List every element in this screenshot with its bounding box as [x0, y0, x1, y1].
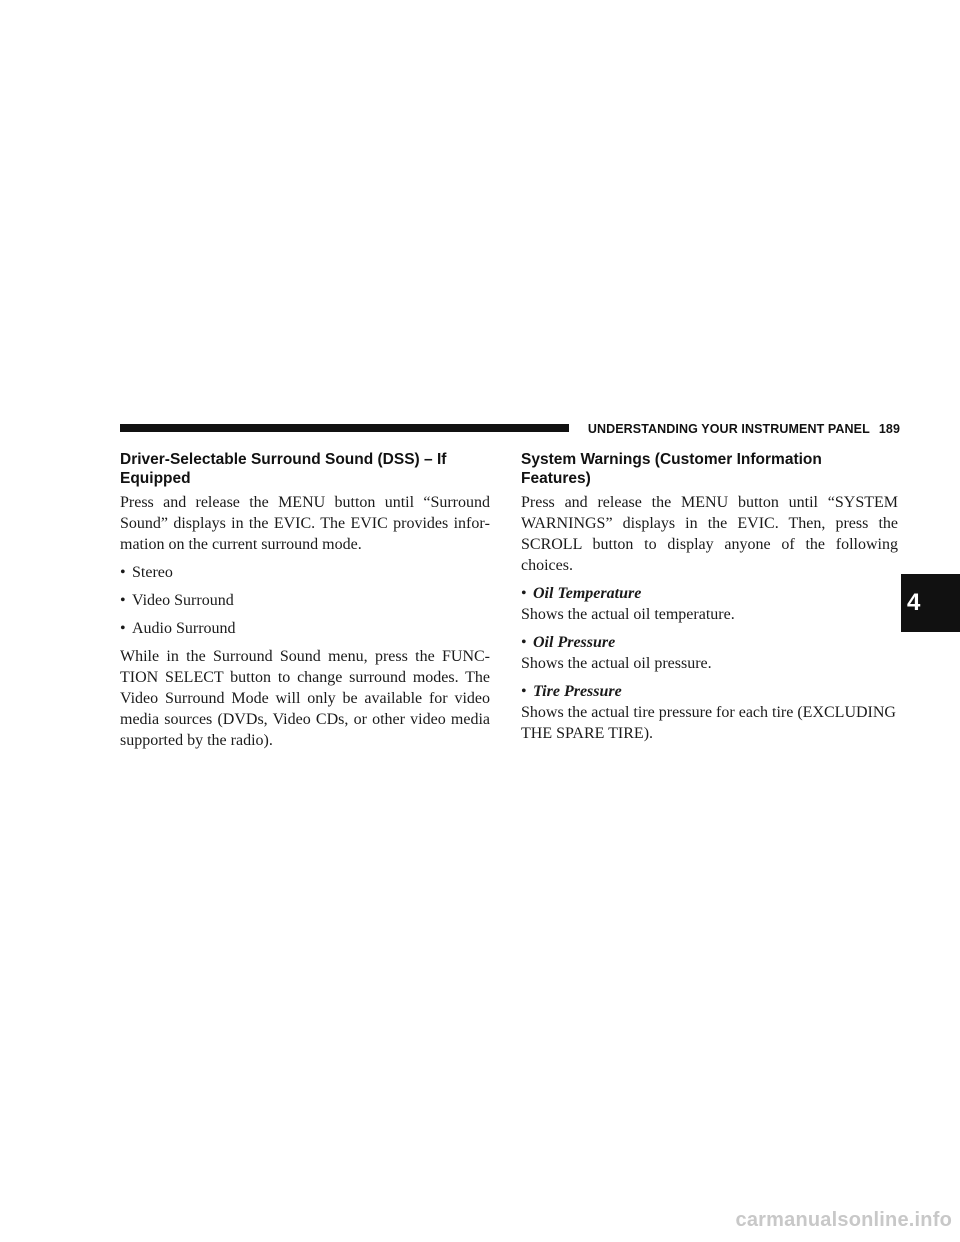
bullet-icon: • [120, 592, 126, 609]
warning-item-oil-temperature [521, 583, 898, 625]
warning-description: Shows the actual oil pressure. [521, 655, 712, 672]
warning-item-oil-pressure [521, 632, 898, 674]
system-warnings-heading-line1: System Warnings (Customer Information [521, 451, 822, 468]
dss-heading [120, 450, 490, 488]
list-item [120, 562, 490, 583]
watermark: carmanualsonline.info [735, 1209, 952, 1231]
bullet-icon: • [521, 634, 527, 651]
dss-heading-line2: Equipped [120, 470, 191, 487]
page-number: 189 [878, 422, 900, 436]
bullet-icon: • [521, 585, 527, 602]
section-title: UNDERSTANDING YOUR INSTRUMENT PANEL [587, 422, 870, 436]
bullet-icon: • [120, 564, 126, 581]
warning-label: Tire Pressure [533, 683, 622, 700]
bullet-icon: • [521, 683, 527, 700]
list-item [521, 681, 898, 702]
list-item [521, 583, 898, 604]
warning-label: Oil Pressure [533, 634, 616, 651]
warning-description: Shows the actual oil temperature. [521, 606, 735, 623]
list-item [120, 618, 490, 639]
list-item-label: Audio Surround [132, 620, 236, 637]
warning-item-tire-pressure [521, 681, 898, 744]
surround-mode-list [120, 562, 490, 639]
header-rule [120, 424, 569, 432]
system-warnings-heading-line2: Features) [521, 470, 591, 487]
dss-closing: While in the Surround Sound menu, press the FUNCTION SELECT button to change surround modes. The Video Surround Mode will only be available for video media sources (DVDs, Video CDs, or other video media supported by the radio). [120, 648, 490, 749]
list-item-label: Video Surround [132, 592, 234, 609]
system-warnings-heading [521, 450, 898, 488]
bullet-icon: • [120, 620, 126, 637]
left-column [120, 450, 490, 758]
right-column [521, 450, 898, 751]
chapter-tab: 4 [901, 574, 960, 632]
dss-intro: Press and release the MENU button until “Surround Sound” displays in the EVIC. The EVIC provides information on the current surround mode. [120, 494, 490, 553]
list-item [120, 590, 490, 611]
warning-label: Oil Temperature [533, 585, 642, 602]
dss-heading-line1: Driver-Selectable Surround Sound (DSS) – If [120, 451, 447, 468]
warning-description: Shows the actual tire pressure for each tire (EXCLUDING THE SPARE TIRE). [521, 704, 896, 742]
system-warnings-intro: Press and release the MENU button until “SYSTEM WARNINGS” displays in the EVIC. Then, press the SCROLL button to display anyone of the following choices. [521, 494, 898, 574]
list-item-label: Stereo [132, 564, 173, 581]
running-header [578, 419, 900, 439]
list-item [521, 632, 898, 653]
